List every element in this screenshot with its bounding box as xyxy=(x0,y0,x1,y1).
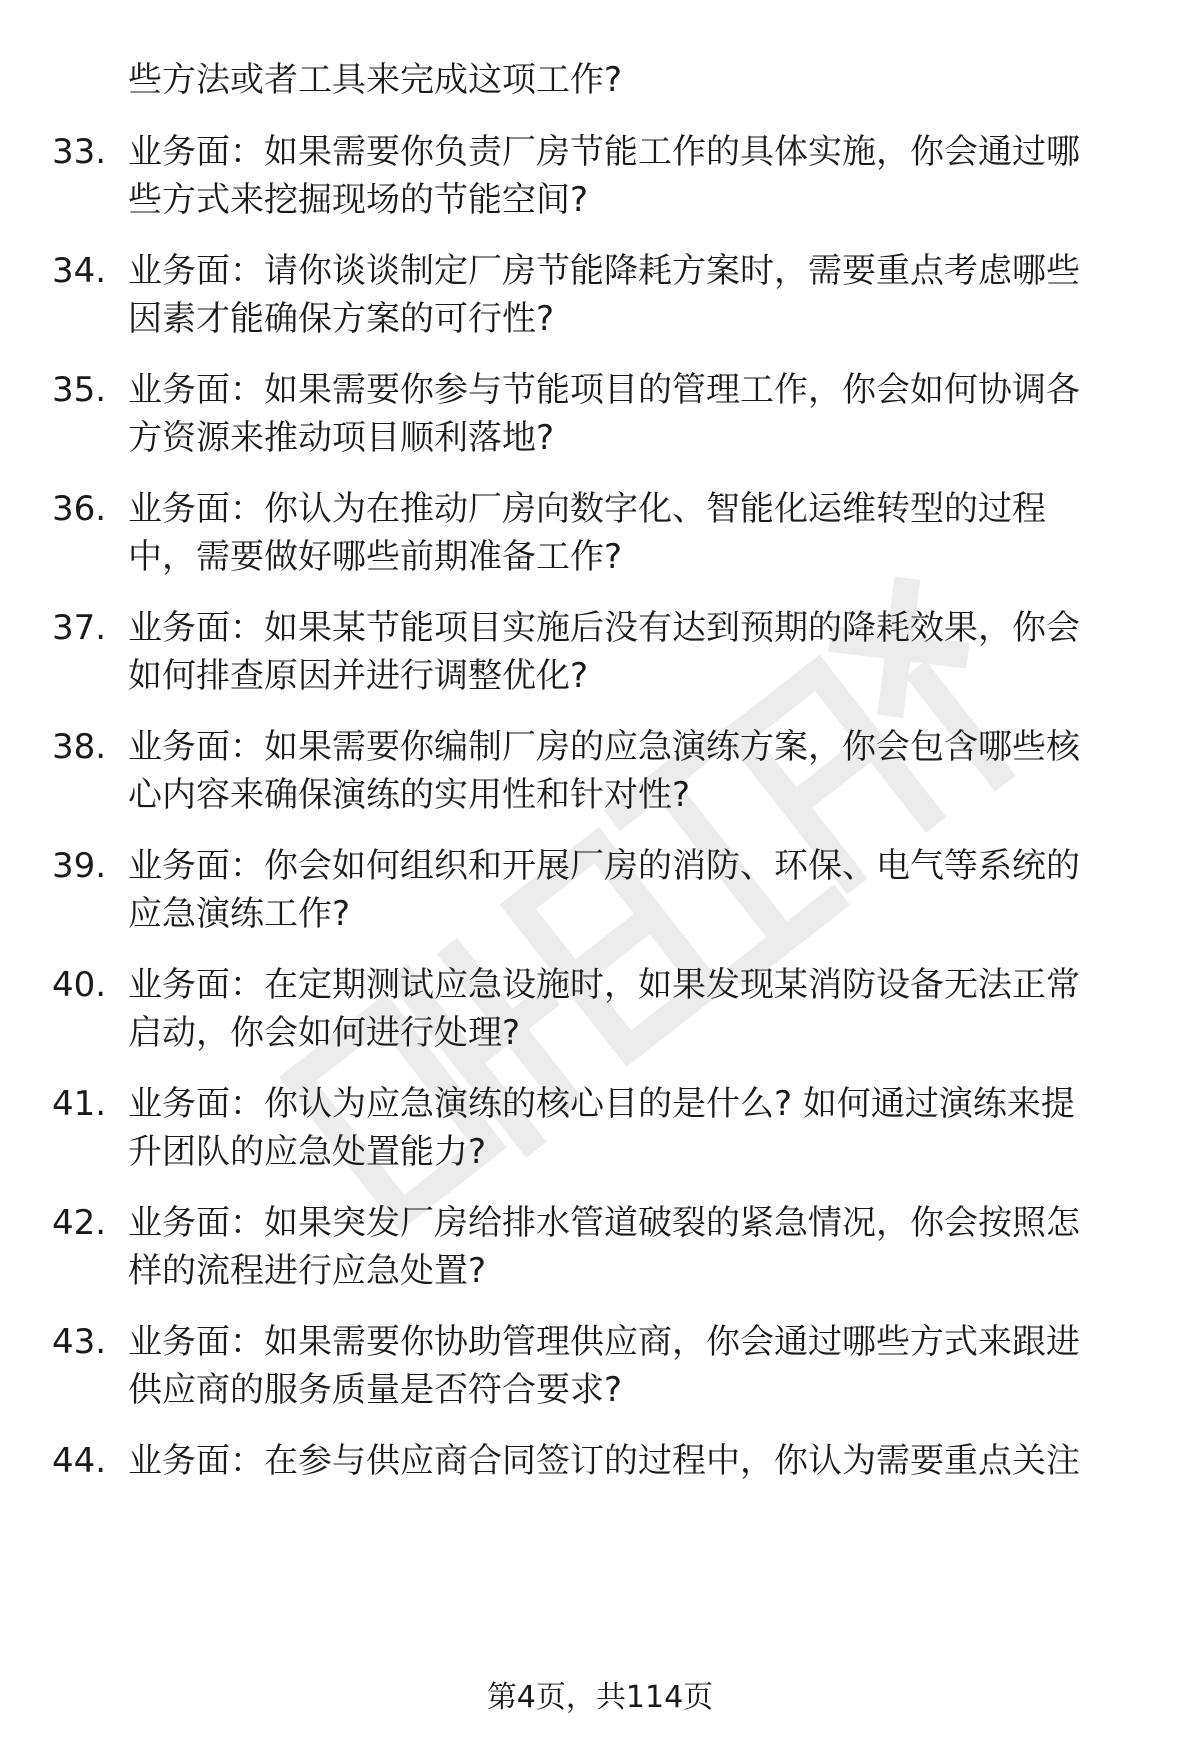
question-item xyxy=(0,842,1200,942)
question-item xyxy=(0,1199,1200,1299)
question-text-line: 业务面：如果需要你参与节能项目的管理工作，你会如何协调各 xyxy=(128,370,1080,410)
question-item xyxy=(0,485,1200,585)
question-text-line: 升团队的应急处置能力? xyxy=(128,1132,487,1172)
question-number: 41. xyxy=(52,1084,107,1124)
question-number: 38. xyxy=(52,727,107,767)
question-item xyxy=(0,1318,1200,1418)
question-text-line: 业务面：你认为在推动厂房向数字化、智能化运维转型的过程 xyxy=(128,489,1046,529)
question-item xyxy=(0,247,1200,347)
question-text-line: 业务面：如果突发厂房给排水管道破裂的紧急情况，你会按照怎 xyxy=(128,1203,1080,1243)
page-footer: 第4页，共114页 xyxy=(486,1680,714,1715)
question-number: 37. xyxy=(52,608,107,648)
question-text-line: 些方式来挖掘现场的节能空间? xyxy=(128,180,589,220)
question-item xyxy=(0,128,1200,228)
question-text-line: 业务面：你会如何组织和开展厂房的消防、环保、电气等系统的 xyxy=(128,846,1080,886)
question-number: 44. xyxy=(52,1441,107,1481)
question-item xyxy=(0,1437,1200,1537)
question-number: 39. xyxy=(52,846,107,886)
question-item xyxy=(0,1080,1200,1180)
question-number: 36. xyxy=(52,489,107,529)
question-number: 40. xyxy=(52,965,107,1005)
question-number: 43. xyxy=(52,1322,107,1362)
question-text-line: 业务面：如果需要你协助管理供应商，你会通过哪些方式来跟进 xyxy=(128,1322,1080,1362)
question-number: 42. xyxy=(52,1203,107,1243)
question-text-line: 应急演练工作? xyxy=(128,894,351,934)
question-text-line: 业务面：如果需要你负责厂房节能工作的具体实施，你会通过哪 xyxy=(128,132,1080,172)
question-text-line: 业务面：如果某节能项目实施后没有达到预期的降耗效果，你会 xyxy=(128,608,1080,648)
question-item xyxy=(0,723,1200,823)
question-text-line: 业务面：在定期测试应急设施时，如果发现某消防设备无法正常 xyxy=(128,965,1080,1005)
question-text-line: 业务面：请你谈谈制定厂房节能降耗方案时，需要重点考虑哪些 xyxy=(128,251,1080,291)
question-number: 35. xyxy=(52,370,107,410)
question-text-line: 业务面：在参与供应商合同签订的过程中，你认为需要重点关注 xyxy=(128,1441,1080,1481)
question-item xyxy=(0,604,1200,704)
question-text-line: 中，需要做好哪些前期准备工作? xyxy=(128,537,623,577)
question-text-line: 业务面：如果需要你编制厂房的应急演练方案，你会包含哪些核 xyxy=(128,727,1080,767)
question-text-line: 因素才能确保方案的可行性? xyxy=(128,299,555,339)
question-text-line: 业务面：你认为应急演练的核心目的是什么? 如何通过演练来提 xyxy=(128,1084,1075,1124)
question-text-line: 心内容来确保演练的实用性和针对性? xyxy=(128,775,691,815)
question-number: 33. xyxy=(52,132,107,172)
question-number: 34. xyxy=(52,251,107,291)
question-text-line: 如何排查原因并进行调整优化? xyxy=(128,656,589,696)
question-text-line: 样的流程进行应急处置? xyxy=(128,1251,487,1291)
question-item xyxy=(0,366,1200,466)
question-text-line: 供应商的服务质量是否符合要求? xyxy=(128,1370,623,1410)
question-text-line: 方资源来推动项目顺利落地? xyxy=(128,418,555,458)
question-item xyxy=(0,961,1200,1061)
continuation-line: 些方法或者工具来完成这项工作? xyxy=(128,60,623,100)
question-text-line: 启动，你会如何进行处理? xyxy=(128,1013,521,1053)
